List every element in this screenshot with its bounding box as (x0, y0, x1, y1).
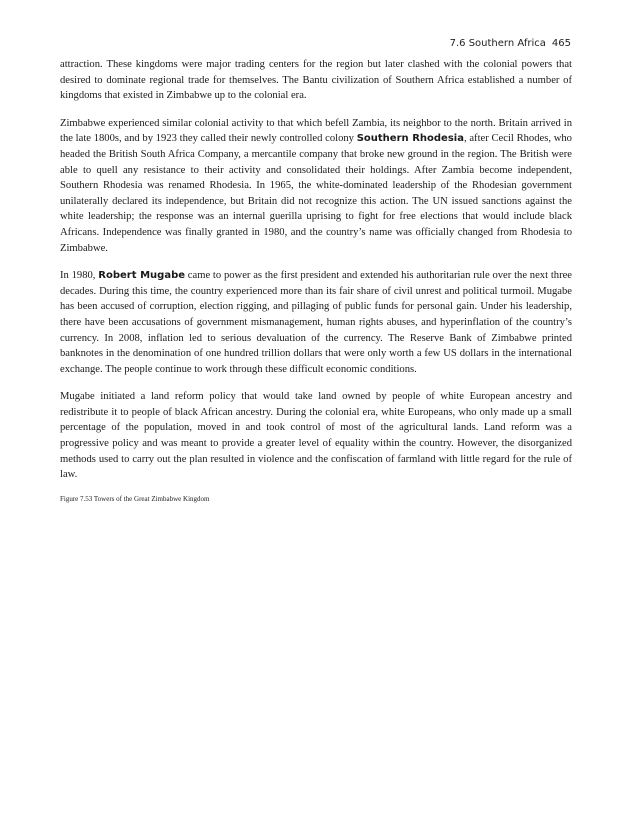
section-title: 7.6 Southern Africa (449, 38, 546, 49)
text-run: , after Cecil Rhodes, who headed the British South Africa Company, a mercantile company that broke new ground in the region. The British were able to quell any resistance to their activity and consolidated their holdings. After Zambia become independent, Southern Rhodesia was renamed Rhodesia. In 1965, the white-dominated leadership of the Rhodesian government unilaterally declared its independence, but Britain did not recognize this action. The UN issued sanctions against the white leadership; the response was an internal guerilla uprising to fight for free elections that would include black Africans. Independence was finally granted in 1980, and the country’s name was officially changed from Rhodesia to Zimbabwe. (60, 133, 572, 254)
key-term-robert-mugabe: Robert Mugabe (98, 270, 186, 282)
paragraph-land-reform (60, 389, 572, 483)
paragraph-intro (60, 57, 572, 104)
page-number: 465 (551, 38, 571, 49)
text-run: Zimbabwe experienced similar colonial activity to that which befell Zambia, its neighbor to the north. Britain arrived in the late 1800s, and by 1923 they called their newly controlled colony (60, 117, 572, 145)
page-header (450, 38, 571, 49)
paragraph-colonial-history (60, 116, 572, 256)
text-run: In 1980, (60, 270, 99, 282)
text-run: came to power as the first president and extended his authoritarian rule over the next three decades. During this time, the country experienced more than its fair share of civil unrest and political turmoil. Mugabe has been accused of corruption, election rigging, and pillaging of public funds for personal gain. Under his leadership, there have been accusations of government mismanagement, human rights abuses, and hyperinflation of the country’s currency. In 2008, inflation led to serious devaluation of the currency. The Reserve Bank of Zimbabwe printed banknotes in the denomination of one hundred trillion dollars that were only worth a few US dollars in the international exchange. The people continue to work through these difficult economic conditions. (60, 270, 573, 375)
paragraph-mugabe-rule (60, 268, 572, 377)
page-body (60, 57, 572, 504)
figure-caption: Figure 7.53 Towers of the Great Zimbabwe Kingdom (60, 494, 210, 503)
text-run: Mugabe initiated a land reform policy that would take land owned by people of white European ancestry and redistribute it to people of black African ancestry. During the colonial era, white Europeans, who only made up a small percentage of the population, moved in and took control of most of the agricultural lands. Land reform was a progressive policy and was meant to provide a greater level of equality within the country. However, the disorganized methods used to carry out the plan resulted in violence and the confiscation of farmland with little regard for the rule of law. (60, 391, 572, 481)
key-term-southern-rhodesia: Southern Rhodesia (356, 133, 464, 145)
text-run: attraction. These kingdoms were major trading centers for the region but later clashed with the colonial powers that desired to dominate regional trade for themselves. The Bantu civilization of Southern Africa established a number of kingdoms that existed in Zimbabwe up to the colonial era. (60, 59, 572, 102)
